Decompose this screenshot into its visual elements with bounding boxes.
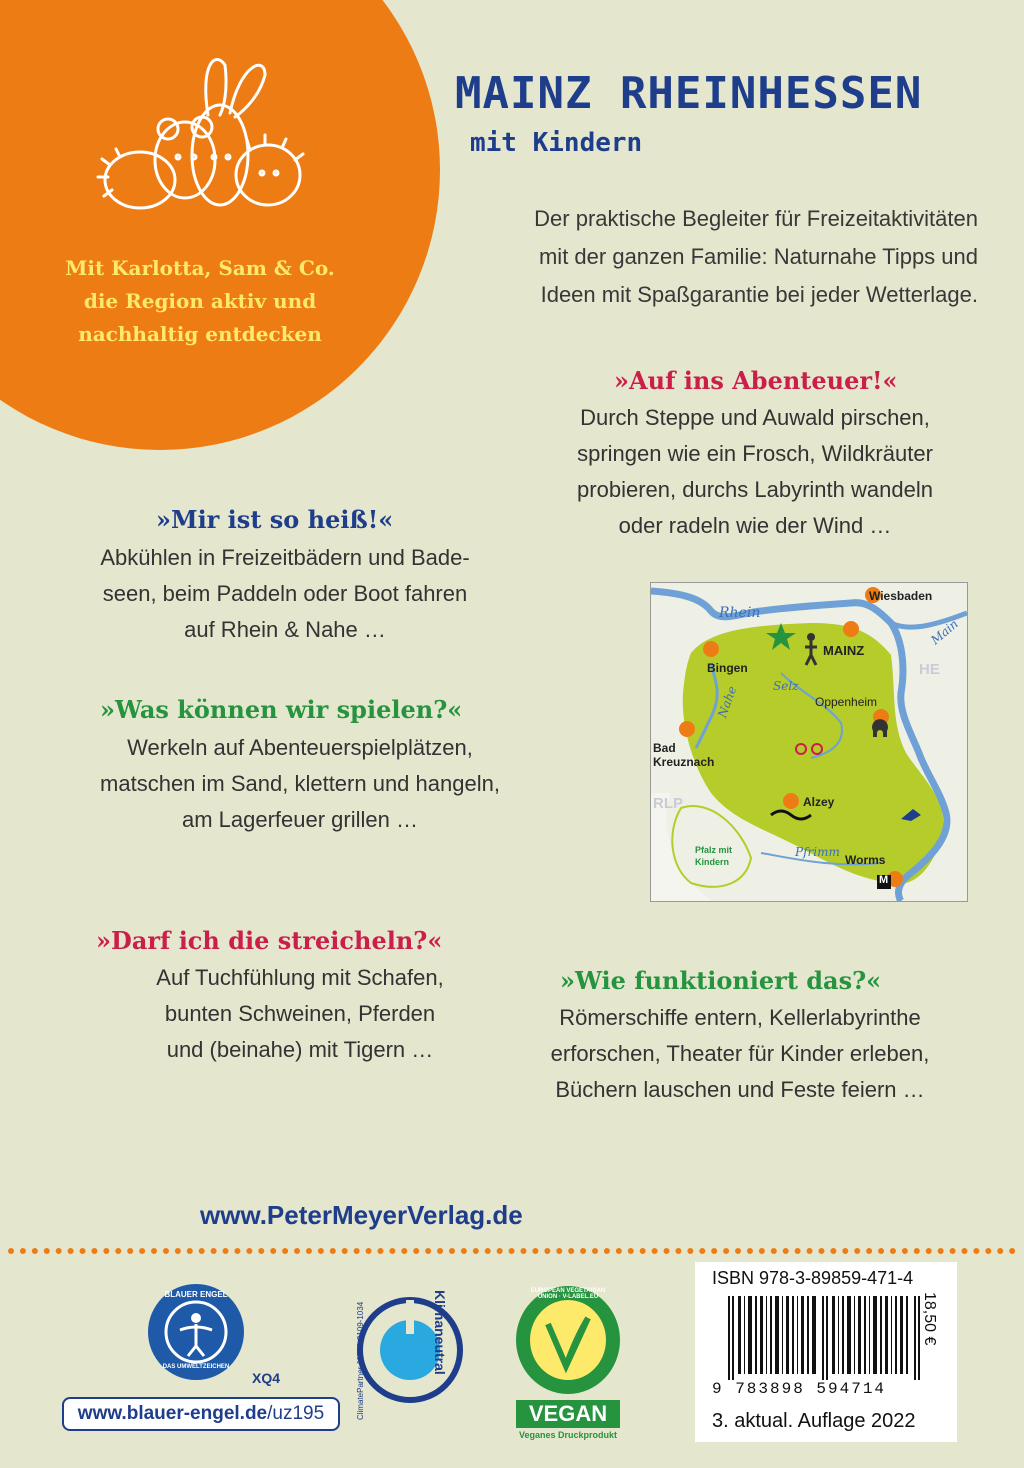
blauer-engel-url-bold: www.blauer-engel.de — [77, 1403, 268, 1424]
map-label-bingen: Bingen — [707, 661, 748, 675]
map-label-oppenheim: Oppenheim — [815, 695, 878, 709]
map-marker-m: M — [879, 874, 889, 886]
map-region-rlp: RLP — [653, 795, 683, 812]
tagline-line: Mit Karlotta, Sam & Co. — [65, 256, 335, 280]
body-line: Durch Steppe und Auwald pirschen, — [580, 405, 930, 430]
body-line: Auf Tuchfühlung mit Schafen, — [156, 965, 444, 990]
body-line: bunten Schweinen, Pferden — [164, 1001, 436, 1026]
section-heading-spielen: »Was können wir spielen?« — [100, 695, 463, 724]
section-body-heiss — [60, 540, 510, 648]
section-heading-funktioniert: »Wie funktioniert das?« — [560, 966, 882, 995]
map-river-pfrimm: Pfrimm — [795, 845, 840, 859]
map-river-main: Main — [928, 616, 961, 648]
body-line: auf Rhein & Nahe … — [184, 617, 386, 642]
intro-text — [438, 200, 978, 314]
body-line: seen, beim Paddeln oder Boot fahren — [102, 581, 468, 606]
badge-tagline — [40, 252, 360, 351]
map-label-mainz: MAINZ — [823, 643, 865, 658]
price: 18,50 € — [921, 1292, 938, 1346]
body-line: und (beinahe) mit Tigern … — [166, 1037, 434, 1062]
isbn-text: ISBN 978-3-89859-471-4 — [712, 1268, 914, 1288]
map-river-rhein: Rhein — [719, 605, 761, 621]
map-river-nahe: Nahe — [715, 684, 740, 720]
body-line: am Lagerfeuer grillen … — [181, 807, 418, 832]
klimaneutral-label: Klimaneutral — [432, 1290, 448, 1375]
title-sub: mit Kindern — [470, 128, 643, 158]
vegan-label-icon — [514, 1284, 622, 1396]
animals-drawing-icon — [90, 45, 320, 235]
map-region-pfalz-2: Kindern — [695, 857, 730, 867]
section-heading-streicheln: »Darf ich die streicheln?« — [96, 926, 443, 955]
barcode-digits: 9 783898 594714 — [712, 1380, 887, 1398]
section-body-funktioniert — [505, 1000, 975, 1108]
body-line: Büchern lauschen und Feste feiern … — [555, 1077, 925, 1102]
tagline-line: nachhaltig entdecken — [78, 322, 322, 346]
body-line: springen wie ein Frosch, Wildkräuter — [577, 441, 933, 466]
region-map — [650, 582, 968, 902]
body-line: Werkeln auf Abenteuerspielplätzen, — [127, 735, 473, 760]
map-dot-bad-kreuznach — [679, 721, 695, 737]
section-heading-heiss: »Mir ist so heiß!« — [156, 505, 394, 534]
blauer-engel-code: XQ4 — [252, 1370, 281, 1386]
title-main: MAINZ RHEINHESSEN — [455, 68, 923, 119]
map-region-he: HE — [919, 661, 940, 678]
body-line: matschen im Sand, klettern und hangeln, — [100, 771, 500, 796]
tagline-line: die Region aktiv und — [83, 289, 317, 313]
blauer-engel-bottom-text: DAS UMWELTZEICHEN — [162, 1364, 230, 1370]
map-label-kreuznach: Kreuznach — [653, 755, 715, 769]
blauer-engel-top-text: BLAUER ENGEL — [164, 1290, 228, 1299]
map-label-alzey: Alzey — [803, 795, 835, 809]
edition-text: 3. aktual. Auflage 2022 — [712, 1410, 916, 1432]
body-line: oder radeln wie der Wind … — [618, 513, 892, 538]
climatepartner-id: ClimatePartner 11339-2109-1034 — [356, 1301, 365, 1420]
publisher-url[interactable]: www.PeterMeyerVerlag.de — [200, 1200, 523, 1230]
body-line: Römerschiffe entern, Kellerlabyrinthe — [559, 1005, 921, 1030]
map-label-wiesbaden: Wiesbaden — [869, 589, 933, 603]
map-dot-mainz — [843, 621, 859, 637]
blauer-engel-url-rest: /uz195 — [267, 1403, 325, 1424]
map-region-pfalz-1: Pfalz mit — [695, 845, 733, 855]
body-line: erforschen, Theater für Kinder erleben, — [550, 1041, 930, 1066]
body-line: probieren, durchs Labyrinth wandeln — [577, 477, 933, 502]
dotted-divider — [8, 1248, 1016, 1254]
map-river-selz: Selz — [773, 679, 799, 693]
body-line: Abkühlen in Freizeitbädern und Bade- — [100, 545, 470, 570]
intro-line: Ideen mit Spaßgarantie bei jeder Wetterlage. — [540, 282, 978, 307]
map-dot-alzey — [783, 793, 799, 809]
map-label-worms: Worms — [845, 853, 886, 867]
intro-line: mit der ganzen Familie: Naturnahe Tipps und — [538, 244, 978, 269]
section-body-spielen — [50, 730, 550, 838]
barcode-icon — [728, 1296, 928, 1380]
map-label-bad: Bad — [653, 741, 676, 755]
intro-line: Der praktische Begleiter für Freizeitaktivitäten — [534, 206, 978, 231]
section-heading-abenteuer: »Auf ins Abenteuer!« — [614, 366, 898, 395]
klimaneutral-icon — [352, 1280, 472, 1420]
section-body-abenteuer — [540, 400, 970, 544]
vegan-subtitle: Veganes Druckprodukt — [518, 1430, 618, 1440]
map-dot-bingen — [703, 641, 719, 657]
blauer-engel-url[interactable] — [62, 1397, 340, 1431]
vegan-label-text: VEGAN — [516, 1400, 620, 1428]
vegan-ring-text: EUROPEAN VEGETARIAN UNION · V-LABEL.EU — [530, 1288, 606, 1300]
section-body-streicheln — [100, 960, 500, 1068]
